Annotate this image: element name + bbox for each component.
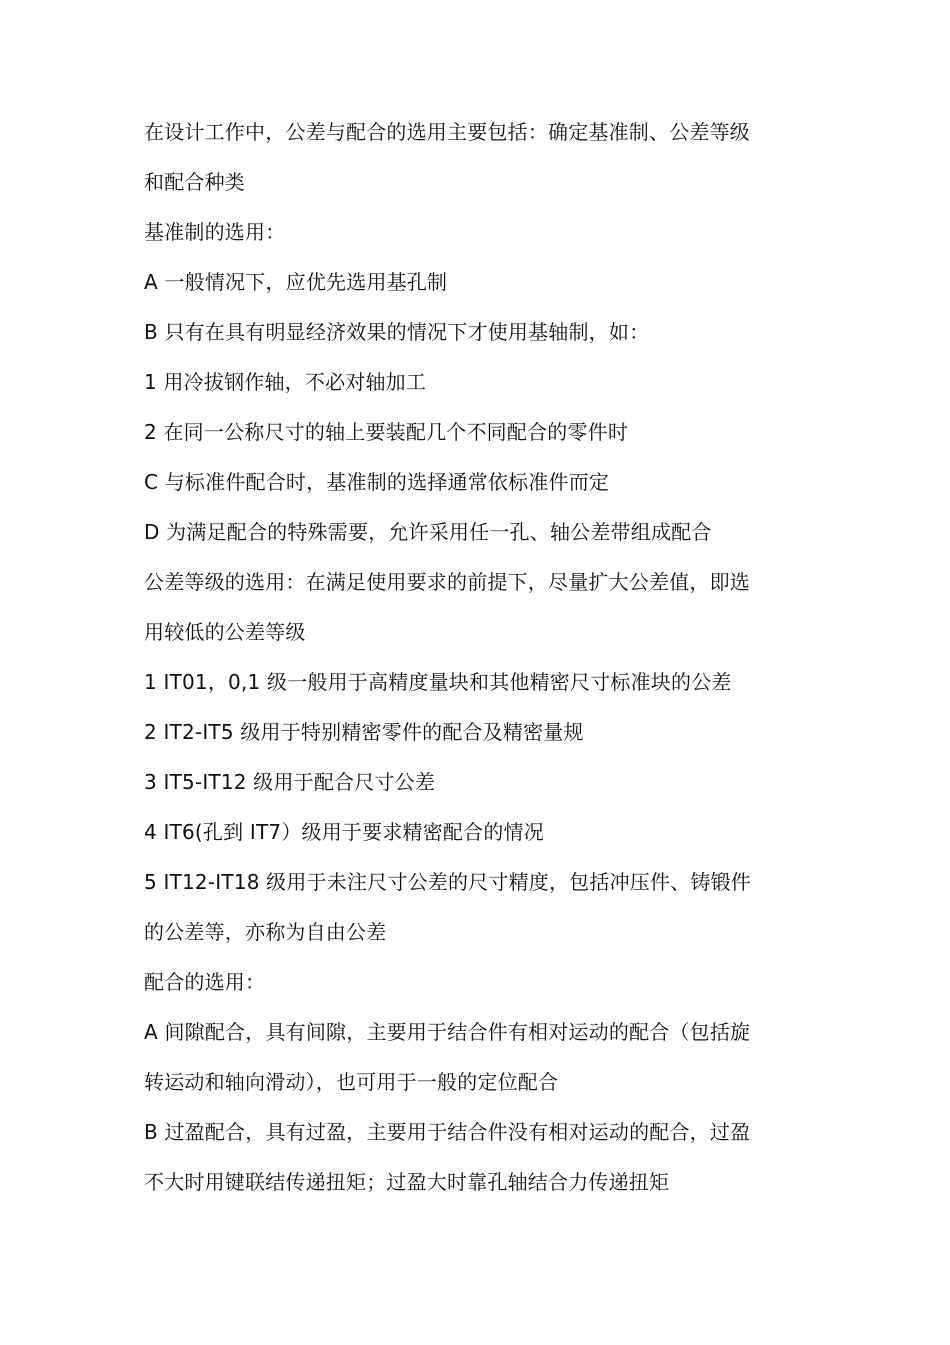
text-line: 3 IT5-IT12 级用于配合尺寸公差	[144, 770, 436, 794]
section-heading: 公差等级的选用：在满足使用要求的前提下，尽量扩大公差值，即选	[144, 570, 750, 594]
text-line: 的公差等，亦称为自由公差	[144, 920, 387, 944]
section-heading: 基准制的选用：	[144, 220, 286, 244]
text-line: 不大时用键联结传递扭矩；过盈大时靠孔轴结合力传递扭矩	[144, 1170, 670, 1194]
text-line: 用较低的公差等级	[144, 620, 306, 644]
text-line: 4 IT6(孔到 IT7）级用于要求精密配合的情况	[144, 820, 544, 844]
text-line: 在设计工作中，公差与配合的选用主要包括：确定基准制、公差等级	[144, 120, 750, 144]
text-line: 1 IT01，0,1 级一般用于高精度量块和其他精密尺寸标准块的公差	[144, 670, 732, 694]
text-line: 5 IT12-IT18 级用于未注尺寸公差的尺寸精度，包括冲压件、铸锻件	[144, 870, 751, 894]
text-line: 2 在同一公称尺寸的轴上要装配几个不同配合的零件时	[144, 420, 629, 444]
text-line: 和配合种类	[144, 170, 245, 194]
text-line: C 与标准件配合时，基准制的选择通常依标准件而定	[144, 470, 610, 494]
text-line: B 过盈配合，具有过盈，主要用于结合件没有相对运动的配合，过盈	[144, 1120, 751, 1144]
text-line: A 一般情况下，应优先选用基孔制	[144, 270, 448, 294]
text-line: 转运动和轴向滑动），也可用于一般的定位配合	[144, 1070, 559, 1094]
section-heading: 配合的选用：	[144, 970, 266, 994]
text-line: 2 IT2-IT5 级用于特别精密零件的配合及精密量规	[144, 720, 584, 744]
text-line: 1 用冷拔钢作轴，不必对轴加工	[144, 370, 427, 394]
text-line: D 为满足配合的特殊需要，允许采用任一孔、轴公差带组成配合	[144, 520, 712, 544]
text-line: A 间隙配合，具有间隙，主要用于结合件有相对运动的配合（包括旋	[144, 1020, 751, 1044]
text-line: B 只有在具有明显经济效果的情况下才使用基轴制，如：	[144, 320, 650, 344]
